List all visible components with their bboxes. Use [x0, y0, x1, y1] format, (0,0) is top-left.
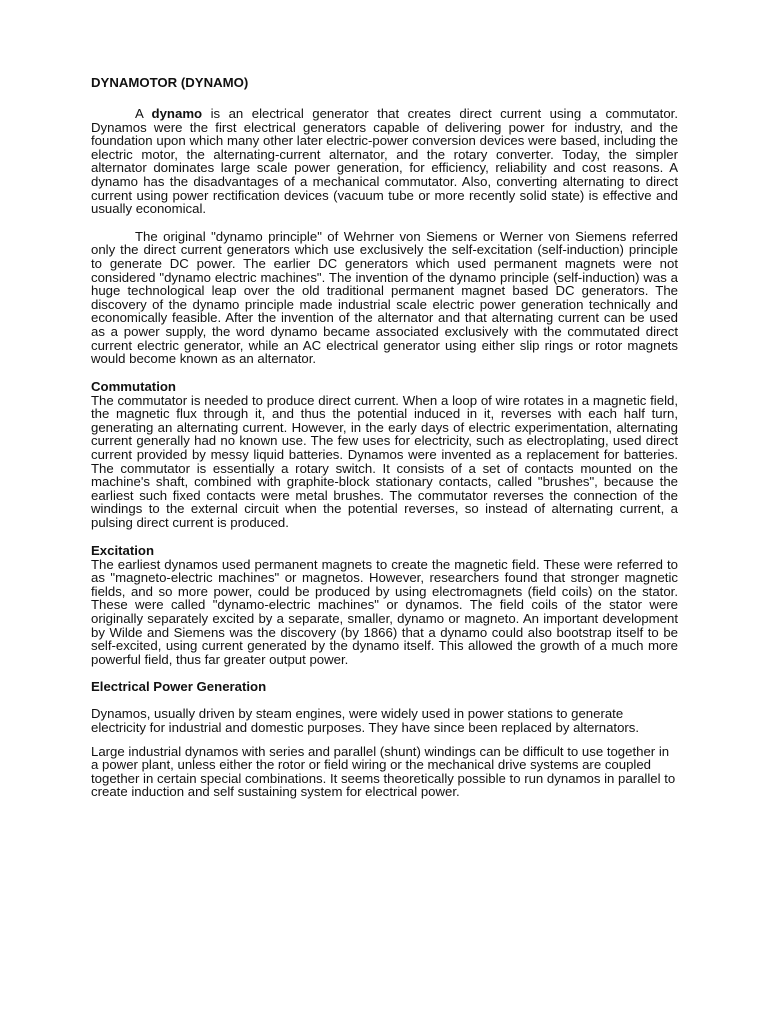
section-heading-power-generation: Electrical Power Generation [91, 679, 267, 695]
commutation-paragraph: The commutator is needed to produce direct current. When a loop of wire rotates in a magnetic field, the magnetic flux through it, and thus the potential induced in it, reverses with each half turn, generating an alternating current. However, in the early days of electric experimentation, alternating current generally had no known use. The few uses for electricity, such as electroplating, used direct current provided by messy liquid batteries. Dynamos were invented as a replacement for batteries. The commutator is essentially a rotary switch. It consists of a set of contacts mounted on the machine's shaft, combined with graphite-block stationary contacts, called "brushes", because the earliest such fixed contacts were metal brushes. The commutator reverses the connection of the windings to the external circuit when the potential reverses, so instead of alternating current, a pulsing direct current is produced. [91, 392, 678, 531]
section-heading-commutation: Commutation [91, 378, 176, 394]
power-generation-paragraph-1: Dynamos, usually driven by steam engines, were widely used in power stations to generate electricity for industrial and domestic purposes. They have since been replaced by alternators. [91, 706, 640, 735]
document-page [91, 75, 678, 799]
section-heading-excitation: Excitation [91, 542, 155, 558]
intro-term: dynamo [151, 106, 203, 121]
intro-paragraph [91, 107, 678, 216]
power-generation-paragraph-2: Large industrial dynamos with series and parallel (shunt) windings can be difficult to use together in a power plant, unless either the rotor or field wiring or the mechanical drive systems are coupled together in certain special combinations. It seems theoretically possible to run dynamos in parallel to create induction and self sustaining system for electrical power. [91, 743, 676, 800]
intro-lead: A [135, 106, 152, 121]
principle-paragraph: The original "dynamo principle" of Wehrner von Siemens or Werner von Siemens referred only the direct current generators which use exclusively the self-excitation (self-induction) principle to generate DC power. The earlier DC generators which used permanent magnets were not considered "dynamo electric machines". The invention of the dynamo principle (self-induction) was a huge technological leap over the old traditional permanent magnet based DC generators. The discovery of the dynamo principle made industrial scale electric power generation technically and economically feasible. After the invention of the alternator and that alternating current can be used as a power supply, the word dynamo became associated exclusively with the commutated direct current electric generator, while an AC electrical generator using either slip rings or rotor magnets would become known as an alternator. [91, 228, 678, 367]
excitation-paragraph: The earliest dynamos used permanent magnets to create the magnetic field. These were referred to as "magneto-electric machines" or magnetos. However, researchers found that stronger magnetic fields, and so more power, could be produced by using electromagnets (field coils) on the stator. These were called "dynamo-electric machines" or dynamos. The field coils of the stator were originally separately excited by a separate, smaller, dynamo or magneto. An important development by Wilde and Siemens was the discovery (by 1866) that a dynamo could also bootstrap itself to be self-excited, using current generated by the dynamo itself. This allowed the growth of a much more powerful field, thus far greater output power. [91, 556, 678, 667]
intro-rest: is an electrical generator that creates direct current using a commutator. Dynamos were the first electrical generators capable of delivering power for industry, and the foundation upon which many other later electric-power conversion devices were based, including the electric motor, the alternating-current alternator, and the rotary converter. Today, the simpler alternator dominates large scale power generation, for efficiency, reliability and cost reasons. A dynamo has the disadvantages of a mechanical commutator. Also, converting alternating to direct current using power rectification devices (vacuum tube or more recently solid state) is effective and usually economical. [91, 106, 678, 217]
document-title: DYNAMOTOR (DYNAMO) [91, 75, 249, 90]
